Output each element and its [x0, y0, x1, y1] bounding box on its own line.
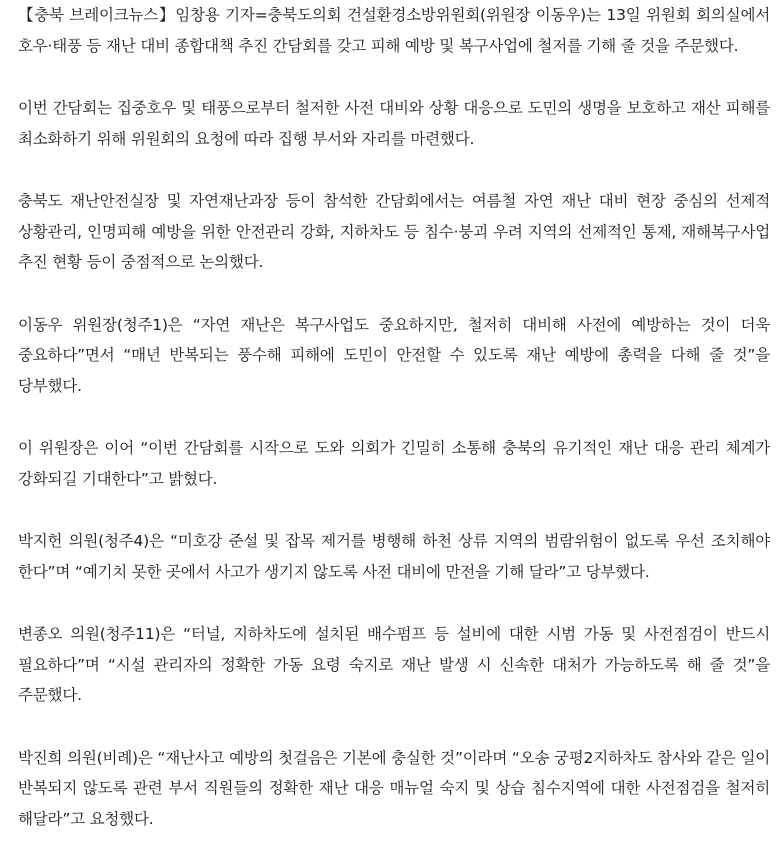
article-paragraph: 변종오 의원(청주11)은 “터널, 지하차도에 설치된 배수펌프 등 설비에 대한 시범 가동 및 사전점검이 반드시 필요하다”며 “시설 관리자의 정확한 가동 요령 숙지로 재난 발생 시 신속한 대처가 가능하도록 해 줄 것”을 주문했다.	[18, 625, 770, 704]
article-paragraph: 이 위원장은 이어 “이번 간담회를 시작으로 도와 의회가 긴밀히 소통해 충북의 유기적인 재난 대응 관리 체계가 강화되길 기대한다”고 밝혔다.	[18, 439, 770, 488]
article-paragraph: 박진희 의원(비례)은 “재난사고 예방의 첫걸음은 기본에 충실한 것”이라며 “오송 궁평2지하차도 참사와 같은 일이 반복되지 않도록 관련 부서 직원들의 정확한 재난 대응 매뉴얼 숙지 및 상습 침수지역에 대한 사전점검을 철저히 해달라”고 요청했다.	[18, 748, 770, 828]
article-paragraph: 이동우 위원장(청주1)은 “자연 재난은 복구사업도 중요하지만, 철저히 대비해 사전에 예방하는 것이 더욱 중요하다”면서 “매년 반복되는 풍수해 피해에 도민이 안전할 수 있도록 재난 예방에 총력을 다해 줄 것”을 당부했다.	[18, 315, 770, 395]
article-paragraph: 충북도 재난안전실장 및 자연재난과장 등이 참석한 간담회에서는 여름철 자연 재난 대비 현장 중심의 선제적 상황관리, 인명피해 예방을 위한 안전관리 강화, 지하차도 등 침수·붕괴 우려 지역의 선제적인 통제, 재해복구사업 추진 현황 등이 중점적으로 논의했다.	[18, 192, 770, 271]
article-paragraph: 【충북 브레이크뉴스】임창용 기자=충북도의회 건설환경소방위원회(위원장 이동우)는 13일 위원회 회의실에서 호우·태풍 등 재난 대비 종합대책 추진 간담회를 갖고 피해 예방 및 복구사업에 철저를 기해 줄 것을 주문했다.	[18, 6, 770, 55]
article-paragraph: 이번 간담회는 집중호우 및 태풍으로부터 철저한 사전 대비와 상황 대응으로 도민의 생명을 보호하고 재산 피해를 최소화하기 위해 위원회의 요청에 따라 집행 부서와 자리를 마련했다.	[18, 99, 770, 148]
article-paragraph: 박지헌 의원(청주4)은 “미호강 준설 및 잡목 제거를 병행해 하천 상류 지역의 범람위험이 없도록 우선 조치해야 한다”며 “예기치 못한 곳에서 사고가 생기지 않도록 사전 대비에 만전을 기해 달라”고 당부했다.	[18, 532, 770, 581]
